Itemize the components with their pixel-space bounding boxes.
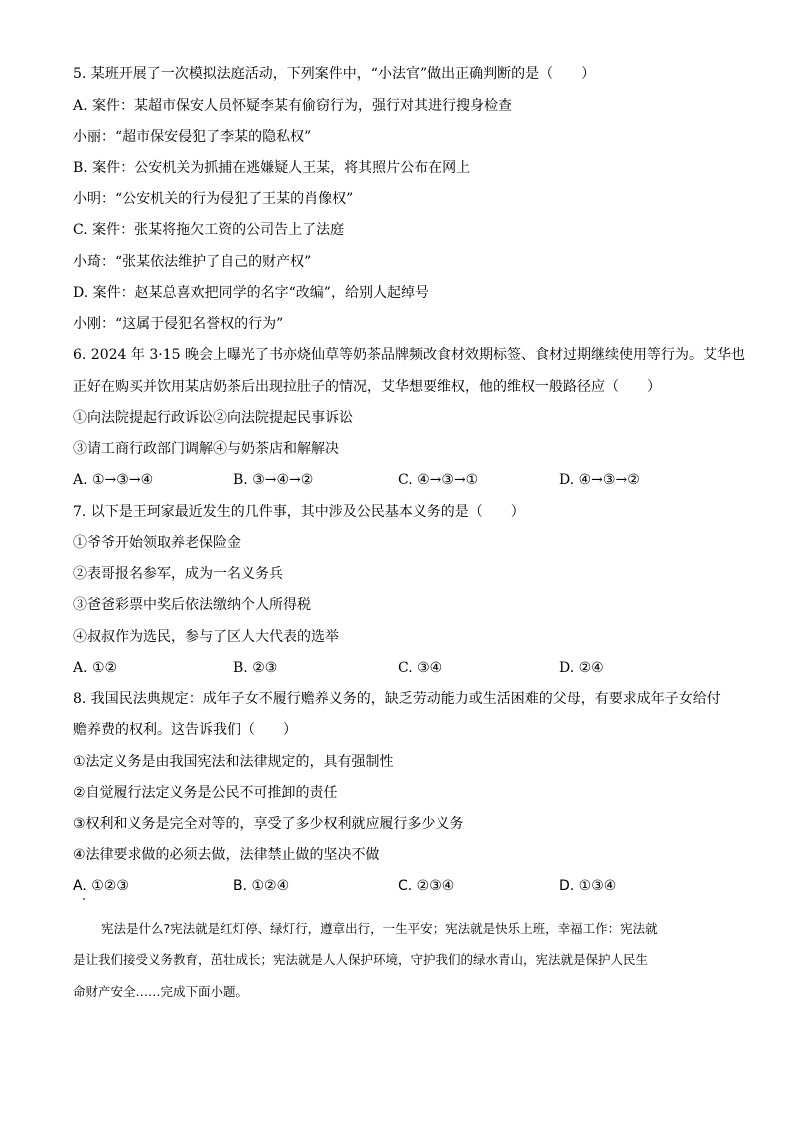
q8-stem-line1: 8. 我国民法典规定：成年子女不履行赡养义务的，缺乏劳动能力或生活困难的父母，有要求成年子女给付	[73, 691, 721, 707]
q7-option-b: B. ②③	[233, 660, 278, 676]
q5-option-c-judgement: 小琦：“张某依法维护了自己的财产权”	[73, 254, 312, 270]
q6-option-d: D. ④→③→②	[559, 472, 640, 488]
q5-option-d-case: D. 案件：赵某总喜欢把同学的名字“改编”，给别人起绰号	[73, 285, 429, 301]
q8-item-2: ②自觉履行法定义务是公民不可推卸的责任	[73, 785, 338, 801]
q8-item-1: ①法定义务是由我国宪法和法律规定的，具有强制性	[73, 754, 394, 770]
q7-option-a: A. ①②	[73, 660, 118, 676]
q7-stem: 7. 以下是王珂家最近发生的几件事，其中涉及公民基本义务的是（ ）	[73, 504, 525, 520]
q5-option-b-judgement: 小明：“公安机关的行为侵犯了王某的肖像权”	[73, 191, 354, 207]
q8-option-a: A. ①②③	[73, 878, 129, 894]
stray-mark	[83, 898, 85, 900]
q8-option-d: D. ①③④	[559, 878, 617, 894]
q8-option-b: B. ①②④	[233, 878, 290, 894]
passage-line3: 命财产安全……完成下面小题。	[73, 984, 249, 999]
q8-item-4: ④法律要求做的必须去做，法律禁止做的坚决不做	[73, 847, 380, 863]
q8-option-c: C. ②③④	[398, 878, 455, 894]
q5-option-a-judgement: 小丽：“超市保安侵犯了李某的隐私权”	[73, 129, 312, 145]
q6-items-line1: ①向法院提起行政诉讼②向法院提起民事诉讼	[73, 410, 353, 426]
q8-stem-line2: 赡养费的权利。这告诉我们（ ）	[73, 722, 297, 738]
q5-stem: 5. 某班开展了一次模拟法庭活动，下列案件中，“小法官”做出正确判断的是（ ）	[73, 66, 596, 82]
q5-option-c-case: C. 案件：张某将拖欠工资的公司告上了法庭	[73, 222, 345, 238]
q6-stem-line2: 正好在购买并饮用某店奶茶后出现拉肚子的情况，艾华想要维权，他的维权一般路径应（ ）	[73, 379, 661, 395]
q5-option-d-judgement: 小刚：“这属于侵犯名誉权的行为”	[73, 316, 284, 332]
q7-item-4: ④叔叔作为选民，参与了区人大代表的选举	[73, 629, 339, 645]
q6-items-line2: ③请工商行政部门调解④与奶茶店和解解决	[73, 441, 339, 457]
q6-stem-line1: 6. 2024 年 3·15 晚会上曝光了书亦烧仙草等奶茶品牌频改食材效期标签、食材过期继续使用等行为。艾华也	[73, 347, 745, 363]
q7-item-1: ①爷爷开始领取养老保险金	[73, 535, 241, 551]
q5-option-a-case: A. 案件：某超市保安人员怀疑李某有偷窃行为，强行对其进行搜身检查	[73, 98, 513, 114]
passage-line1: 宪法是什么?宪法就是红灯停、绿灯行，遵章出行，一生平安；宪法就是快乐上班，幸福工作：宪法就	[101, 921, 658, 936]
q7-item-2: ②表哥报名参军，成为一名义务兵	[73, 566, 283, 582]
q7-item-3: ③爸爸彩票中奖后依法缴纳个人所得税	[73, 597, 311, 613]
q6-option-c: C. ④→③→①	[398, 472, 479, 488]
q7-option-c: C. ③④	[398, 660, 443, 676]
q5-option-b-case: B. 案件：公安机关为抓捕在逃嫌疑人王某，将其照片公布在网上	[73, 160, 471, 176]
q6-option-a: A. ①→③→④	[73, 472, 154, 488]
q6-option-b: B. ③→④→②	[233, 472, 314, 488]
passage-line2: 是让我们接受义务教育，茁壮成长；宪法就是人人保护环境，守护我们的绿水青山，宪法就是保护人民生	[73, 952, 649, 967]
q8-item-3: ③权利和义务是完全对等的，享受了多少权利就应履行多少义务	[73, 816, 464, 832]
q7-option-d: D. ②④	[559, 660, 604, 676]
